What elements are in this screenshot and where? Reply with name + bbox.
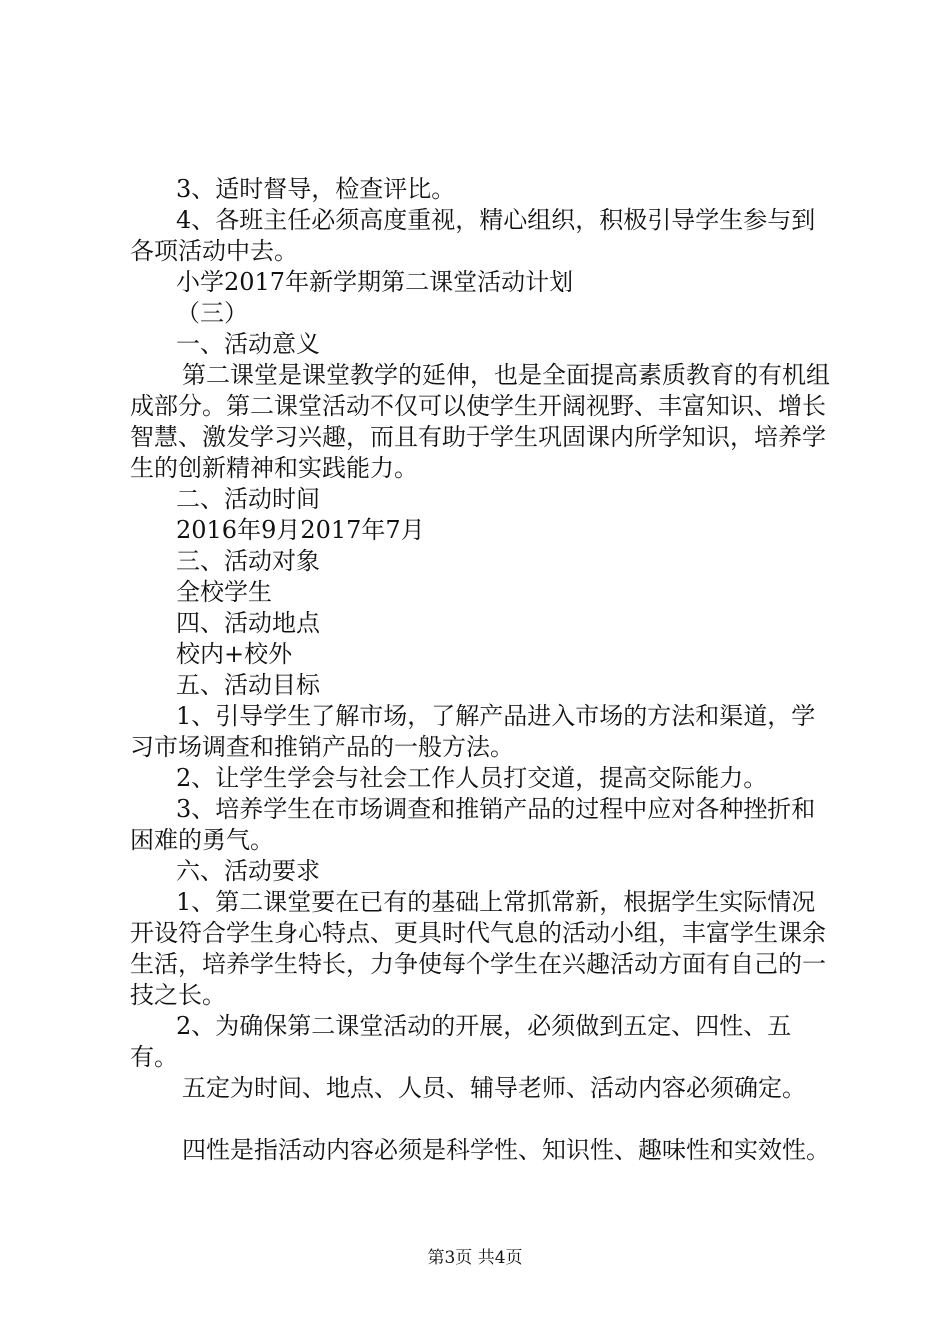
paragraph: 全校学生: [176, 578, 272, 606]
paragraph: 四性是指活动内容必须是科学性、知识性、趣味性和实效性。: [182, 1136, 830, 1164]
heading: 一、活动意义: [176, 330, 320, 358]
heading: 三、活动对象: [176, 547, 320, 575]
paragraph: 2、让学生学会与社会工作人员打交道，提高交际能力。: [176, 764, 768, 792]
paragraph: 第二课堂是课堂教学的延伸，也是全面提高素质教育的有机组成部分。第二课堂活动不仅可以使学生开阔视野、丰富知识、增长智慧、激发学习兴趣，而且有助于学生巩固课内所学知识，培养学生的创新精神和实践能力。: [130, 361, 830, 482]
paragraph: 校内+校外: [176, 640, 293, 668]
blank-line: [130, 1104, 830, 1135]
paragraph: 2016年9月2017年7月: [176, 516, 425, 544]
heading: 四、活动地点: [176, 609, 320, 637]
page-number-footer: 第3页 共4页: [427, 1248, 523, 1268]
paragraph: 4、各班主任必须高度重视，精心组织，积极引导学生参与到各项活动中去。: [130, 206, 816, 265]
paragraph: 3、培养学生在市场调查和推销产品的过程中应对各种挫折和困难的勇气。: [130, 795, 816, 854]
paragraph: 2、为确保第二课堂活动的开展，必须做到五定、四性、五有。: [130, 1012, 792, 1071]
section-subtitle: （三）: [176, 299, 248, 327]
section-title: 小学2017年新学期第二课堂活动计划: [176, 268, 574, 296]
heading: 六、活动要求: [176, 857, 320, 885]
heading: 二、活动时间: [176, 485, 320, 513]
paragraph: 1、第二课堂要在已有的基础上常抓常新，根据学生实际情况开设符合学生身心特点、更具时代气息的活动小组，丰富学生课余生活，培养学生特长，力争使每个学生在兴趣活动方面有自己的一技之长。: [130, 888, 826, 1009]
heading: 五、活动目标: [176, 671, 320, 699]
document-body: [130, 174, 830, 1166]
paragraph: 五定为时间、地点、人员、辅导老师、活动内容必须确定。: [182, 1074, 806, 1102]
paragraph: 1、引导学生了解市场，了解产品进入市场的方法和渠道，学习市场调查和推销产品的一般方法。: [130, 702, 816, 761]
paragraph: 3、适时督导，检查评比。: [176, 175, 456, 203]
